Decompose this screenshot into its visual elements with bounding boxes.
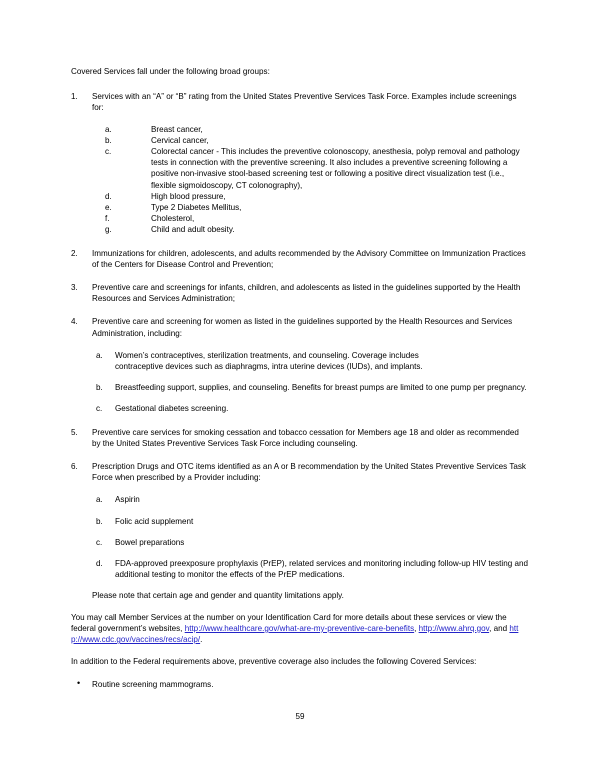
sublist-marker: b. xyxy=(96,516,103,526)
list-item-5 xyxy=(71,427,529,449)
sublist-item-1c xyxy=(92,146,529,191)
sublist-item-1a xyxy=(92,124,529,135)
additional-coverage-paragraph: In addition to the Federal requirements above, preventive coverage also includes the following Covered Services: xyxy=(71,657,477,667)
list-item-text: Immunizations for children, adolescents, and adults recommended by the Advisory Committee on Immunization Practices of the Centers for Disease Control and Prevention; xyxy=(92,248,526,269)
sublist-marker: b. xyxy=(96,383,103,393)
sublist-marker: a. xyxy=(96,350,103,360)
sublist-item-text: Breast cancer, xyxy=(151,124,203,134)
list-item-4 xyxy=(71,316,529,414)
sublist-item-6a xyxy=(92,494,529,505)
list-marker: 1. xyxy=(71,92,78,102)
list-marker: 4. xyxy=(71,317,78,327)
list-item-text: Preventive care and screening for women as listed in the guidelines supported by the Health Resources and Services Administration, including: xyxy=(92,317,513,338)
sublist-item-text: Breastfeeding support, supplies, and counseling. Benefits for breast pumps are limited to one pump per pregnancy. xyxy=(115,383,527,393)
bullet-icon: • xyxy=(77,678,81,689)
list-marker: 5. xyxy=(71,427,78,437)
sublist-marker: b. xyxy=(105,135,112,145)
sublist-item-1g xyxy=(92,224,529,235)
list-item-6 xyxy=(71,461,529,601)
sublist-marker: d. xyxy=(96,559,103,569)
additional-services-bullets xyxy=(71,679,529,690)
sublist-item-6d xyxy=(92,558,529,580)
sublist-marker: g. xyxy=(105,225,112,235)
sublist-marker: c. xyxy=(96,537,103,547)
cdc-gov-link[interactable]: http://www.cdc.gov/vaccines/recs/acip/ xyxy=(71,623,519,645)
sublist-6 xyxy=(92,494,529,580)
list-marker: 6. xyxy=(71,462,78,472)
sublist-item-text: Cervical cancer, xyxy=(151,135,209,145)
sublist-item-text: High blood pressure, xyxy=(151,191,226,201)
sublist-item-6b xyxy=(92,516,529,527)
page-content xyxy=(71,66,529,690)
list-item-text: Preventive care and screenings for infants, children, and adolescents as listed in the guidelines supported by the Health Resources and Services Administration; xyxy=(92,283,521,304)
sublist-item-text xyxy=(115,350,529,372)
healthcare-gov-link[interactable]: http://www.healthcare.gov/what-are-my-preventive-care-benefits xyxy=(184,623,415,633)
sublist-item-4c xyxy=(92,403,529,414)
sublist-marker: f. xyxy=(105,214,110,224)
list-item xyxy=(71,679,529,690)
sublist-item-text: Child and adult obesity. xyxy=(151,225,235,235)
list-item-1 xyxy=(71,91,529,235)
sublist-item-text-line2: contraceptive devices such as diaphragms, intra uterine devices (IUDs), and implants. xyxy=(115,362,423,372)
list-item-3 xyxy=(71,282,529,304)
sublist-item-1d xyxy=(92,191,529,202)
sublist-marker: e. xyxy=(105,203,112,213)
member-services-text: You may call Member Services at the number on your Identification Card for more details about these services or view the federal government’s websites, xyxy=(71,612,507,633)
sublist-item-text: Colorectal cancer - This includes the preventive colonoscopy, anesthesia, polyp removal and pathology tests in connection with the preventive screening. It also includes a preventive screening following a positive non-invasive stool-based screening test or following a positive direct visualization test (i.e., flexible sigmoidoscopy, CT colonography), xyxy=(151,147,520,190)
sublist-item-4b xyxy=(92,382,529,393)
list-item-text: Prescription Drugs and OTC items identified as an A or B recommendation by the United States Preventive Services Task Force when prescribed by a Provider including: xyxy=(92,462,526,483)
sublist-item-text: FDA-approved preexposure prophylaxis (PrEP), related services and monitoring including follow-up HIV testing and additional testing to monitor the effects of the PrEP medications. xyxy=(115,559,528,580)
sublist-item-1f xyxy=(92,213,529,224)
sublist-marker: a. xyxy=(105,124,112,134)
list-item-text: Services with an “A” or “B” rating from the United States Preventive Services Task Force. Examples include screenings for: xyxy=(92,92,517,113)
sublist-item-text: Folic acid supplement xyxy=(115,516,194,526)
sublist-marker: c. xyxy=(105,147,112,157)
list-item-text: Preventive care services for smoking cessation and tobacco cessation for Members age 18 and older as recommended by the United States Preventive Services Task Force including counseling. xyxy=(92,427,519,448)
sublist-item-text: Aspirin xyxy=(115,495,140,505)
sublist-item-1e xyxy=(92,202,529,213)
bullet-item-text: Routine screening mammograms. xyxy=(92,679,214,689)
sublist-4 xyxy=(92,350,529,415)
member-services-paragraph xyxy=(71,612,529,646)
list-marker: 2. xyxy=(71,248,78,258)
sublist-1 xyxy=(92,124,529,236)
sublist-marker: d. xyxy=(105,191,112,201)
sublist-item-text: Bowel preparations xyxy=(115,537,185,547)
link-separator-1: , xyxy=(414,623,419,633)
covered-services-list xyxy=(71,91,529,601)
sublist-item-4a xyxy=(92,350,529,372)
ahrq-gov-link[interactable]: http://www.ahrq.gov xyxy=(418,623,490,633)
sublist-item-text-line1: Women’s contraceptives, sterilization treatments, and counseling. Coverage includes xyxy=(115,350,419,360)
sublist-item-text: Cholesterol, xyxy=(151,214,195,224)
list-marker: 3. xyxy=(71,283,78,293)
list-item-2 xyxy=(71,248,529,270)
sublist-item-text: Type 2 Diabetes Mellitus, xyxy=(151,203,242,213)
trailing-period: . xyxy=(200,635,203,645)
limitations-note: Please note that certain age and gender and quantity limitations apply. xyxy=(92,590,344,600)
page-number: 59 xyxy=(295,712,305,721)
sublist-marker: c. xyxy=(96,404,103,414)
sublist-item-text: Gestational diabetes screening. xyxy=(115,404,229,414)
intro-paragraph: Covered Services fall under the following broad groups: xyxy=(71,67,270,76)
sublist-item-1b xyxy=(92,135,529,146)
sublist-marker: a. xyxy=(96,495,103,505)
link-separator-2: , and xyxy=(489,623,510,633)
sublist-item-6c xyxy=(92,537,529,548)
